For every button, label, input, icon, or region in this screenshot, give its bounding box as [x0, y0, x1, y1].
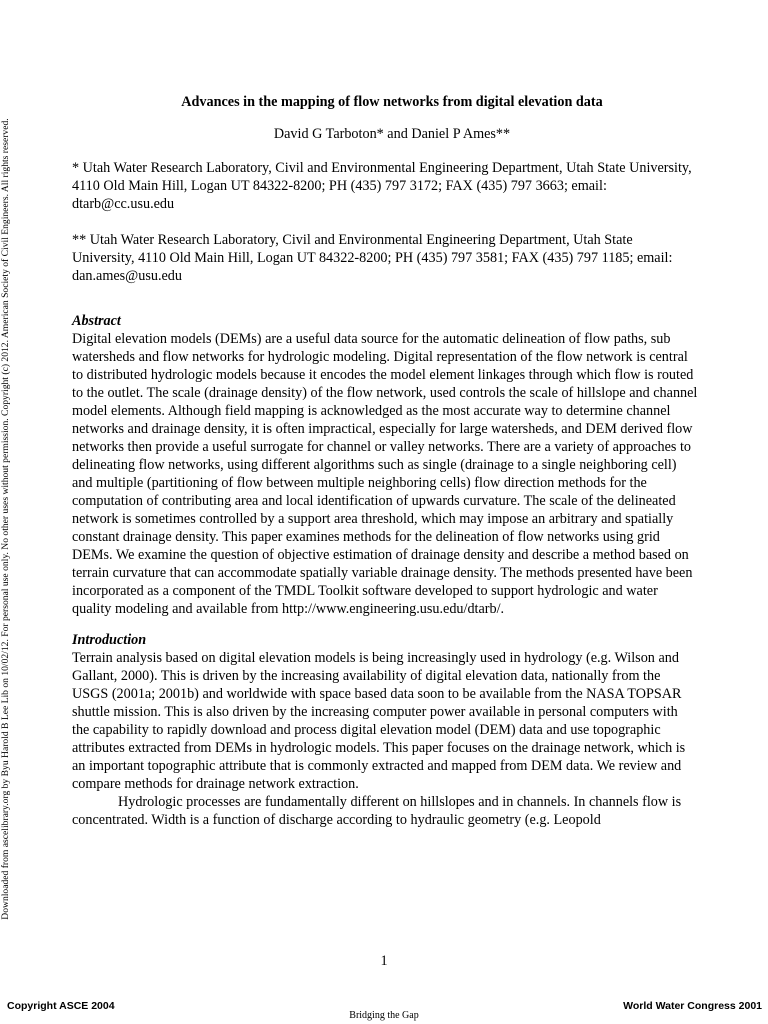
page-number: 1: [380, 953, 388, 969]
footer-conference-theme: Bridging the Gap: [349, 1010, 419, 1021]
paper-authors: David G Tarboton* and Daniel P Ames**: [273, 126, 511, 142]
paper-page: [72, 93, 698, 829]
intro-paragraph-2: Hydrologic processes are fundamentally different on hillslopes and in channels. In channels flow is concentrated. Width is a function of discharge according to hydraulic geometry (e.g. Leopold: [72, 794, 682, 828]
affiliation-2: ** Utah Water Research Laboratory, Civil and Environmental Engineering Department, Utah State University, 4110 Old Main Hill, Logan UT 84322-8200; PH (435) 797 3581; FAX (435) 797 1185; email: dan.ames@usu.edu: [72, 232, 673, 284]
affiliation-1: * Utah Water Research Laboratory, Civil and Environmental Engineering Department, Utah State University, 4110 Old Main Hill, Logan UT 84322-8200; PH (435) 797 3172; FAX (435) 797 3663; email: dtarb@cc.usu.edu: [72, 160, 692, 212]
introduction-heading: Introduction: [72, 632, 147, 648]
footer-conference-name: World Water Congress 2001: [623, 1000, 762, 1012]
abstract-text: Digital elevation models (DEMs) are a useful data source for the automatic delineation of flow paths, sub watersheds and flow networks for hydrologic modeling. Digital representation of the flow network is central to distributed hydrologic models because it encodes the model element linkages through which flow is routed to the outlet. The scale (drainage density) of the flow network, used controls the scale of hillslope and channel model elements. Although field mapping is acknowledged as the most accurate way to determine channel networks and drainage density, it is often impractical, especially for large watersheds, and DEM derived flow networks then provide a useful surrogate for channel or valley networks. There are a variety of approaches to delineating flow networks, using different algorithms such as single (drainage to a single neighboring cell) and multiple (partitioning of flow between multiple neighboring cells) flow direction methods for the computation of contributing area and local identification of upwards curvature. The scale of the delineated network is sometimes controlled by a support area threshold, which may impose an arbitrary and spatially constant drainage density. This paper examines methods for the delineation of flow networks using grid DEMs. We examine the question of objective estimation of drainage density and describe a method based on terrain curvature that can accommodate spatially variable drainage density. The methods presented have been incorporated as a component of the TMDL Toolkit software developed to support hydrologic and water quality modeling and available from http://www.engineering.usu.edu/dtarb/.: [72, 331, 698, 617]
intro-paragraph-1: Terrain analysis based on digital elevation models is being increasingly used in hydrology (e.g. Wilson and Gallant, 2000). This is driven by the increasing availability of digital elevation data, nationally from the USGS (2001a; 2001b) and worldwide with space based data soon to be available from the NASA TOPSAR shuttle mission. This is also driven by the increasing computer power available in personal computers with the capability to rapidly download and process digital elevation model (DEM) data and use topographic attributes extracted from DEMs in hydrologic models. This paper focuses on the drainage network, which is an important topographic attribute that is commonly extracted and mapped from DEM data. We review and compare methods for drainage network extraction.: [72, 650, 686, 792]
paper-title: Advances in the mapping of flow networks from digital elevation data: [181, 94, 603, 110]
download-notice: Downloaded from ascelibrary.org by Byu Harold B Lee Lib on 10/02/12. For personal use only. No other uses without permission. Copyright (c) 2012. American Society of Civil Engineers. All rights reserved.: [0, 118, 11, 920]
footer-copyright: Copyright ASCE 2004: [7, 1000, 115, 1012]
abstract-heading: Abstract: [72, 313, 121, 329]
